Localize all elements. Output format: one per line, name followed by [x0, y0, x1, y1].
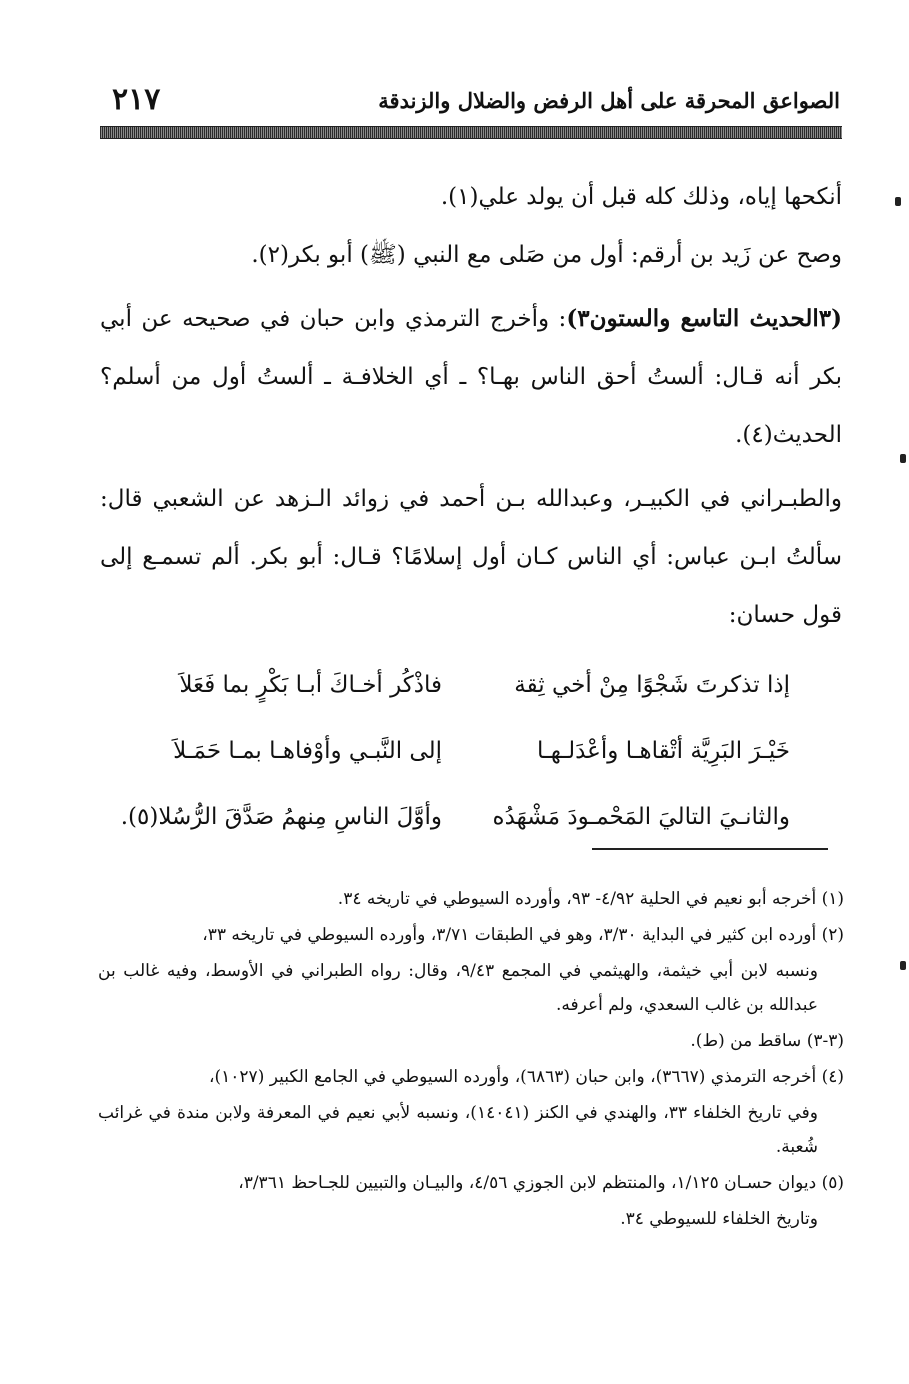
footnote-2: (٢) أورده ابن كثير في البداية ٣/٣٠، وهو في الطبقات ٣/٧١، وأورده السيوطي في تاريخه ٣٣،: [202, 925, 844, 945]
margin-mark: [900, 454, 906, 463]
poem-hemistich-second: إلى النَّبـي وأوْفاهـا بمـا حَمَـلاَ: [173, 738, 442, 764]
paragraph-4: والطبـراني في الكبيـر، وعبدالله بـن أحمد في زوائد الـزهد عن الشعبي قال: سألتُ ابـن عباس: أي الناس كـان أول إسلامًا؟ قـال: أبو بكر. ألم تسمـع إلى قول حسان:: [100, 486, 842, 628]
paragraph-3: [100, 290, 842, 464]
page-number: ٢١٧: [112, 82, 161, 117]
poem-hemistich-second: وأوَّلَ الناسِ مِنهمُ صَدَّقَ الرُّسُلا(٥).: [120, 804, 442, 830]
poem-hemistich-first: والثانـيَ التاليَ المَحْمـودَ مَشْهَدُه: [492, 804, 790, 830]
poem: [100, 652, 842, 850]
footnote-5: (٥) ديوان حسـان ١/١٢٥، والمنتظم لابن الجوزي ٤/٥٦، والبيـان والتبيين للجـاحظ ٣/٣٦١،: [238, 1173, 844, 1193]
poem-verse: [100, 652, 842, 718]
footnote-2-continuation: ونسبه لابن أبي خيثمة، والهيثمي في المجمع ٩/٤٣، وقال: رواه الطبراني في الأوسط، وفيه غالب بن عبدالله بن غالب السعدي، ولم أعرفه.: [98, 961, 818, 1015]
footnote-4: (٤) أخرجه الترمذي (٣٦٦٧)، وابن حبان (٦٨٦٣)، وأورده السيوطي في الجامع الكبير (١٠٢٧)،: [209, 1067, 844, 1087]
footnote-separator: [592, 848, 828, 850]
footnote-4-continuation: وفي تاريخ الخلفاء ٣٣، والهندي في الكنز (١٤٠٤١)، ونسبه لأبي نعيم في المعرفة ولابن مندة في غرائب شُعبة.: [98, 1103, 818, 1157]
paragraph-3-text: : وأخرج الترمذي وابن حبان في صحيحه عن أبي بكر أنه قـال: ألستُ أحق الناس بهـا؟ ـ أي الخلافـة ـ ألستُ أول من أسلم؟ الحديث(٤).: [100, 306, 842, 448]
poem-verse: [100, 784, 842, 850]
footnote-1: (١) أخرجه أبو نعيم في الحلية ٤/٩٢- ٩٣، وأورده السيوطي في تاريخه ٣٤.: [337, 889, 844, 909]
hadith-heading: (٣الحديث التاسع والستون٣): [566, 305, 842, 332]
margin-mark: [900, 961, 906, 970]
main-text: [100, 168, 842, 850]
header-rule: [100, 126, 842, 139]
page-header: [100, 82, 840, 122]
margin-mark: [895, 197, 901, 206]
footnotes: [98, 882, 844, 1238]
footnote-5-continuation: وتاريخ الخلفاء للسيوطي ٣٤.: [620, 1209, 818, 1229]
footnote-3: (٣-٣) ساقط من (ط).: [690, 1031, 844, 1051]
poem-hemistich-first: خَيْـرَ البَرِيَّة أتْقاهـا وأعْدَلـهـا: [537, 738, 790, 764]
poem-hemistich-first: إذا تذكرتَ شَجْوًا مِنْ أخي ثِقة: [514, 672, 790, 698]
paragraph-1: أنكحها إياه، وذلك كله قبل أن يولد علي(١).: [440, 184, 842, 210]
poem-hemistich-second: فاذْكُر أخـاكَ أبـا بَكْرٍ بما فَعَلاَ: [179, 672, 442, 698]
poem-verse: [100, 718, 842, 784]
running-title: الصواعق المحرقة على أهل الرفض والضلال والزندقة: [378, 88, 840, 113]
paragraph-2: وصح عن زَيد بن أرقم: أول من صَلى مع النبي (ﷺ) أبو بكر(٢).: [251, 242, 842, 268]
